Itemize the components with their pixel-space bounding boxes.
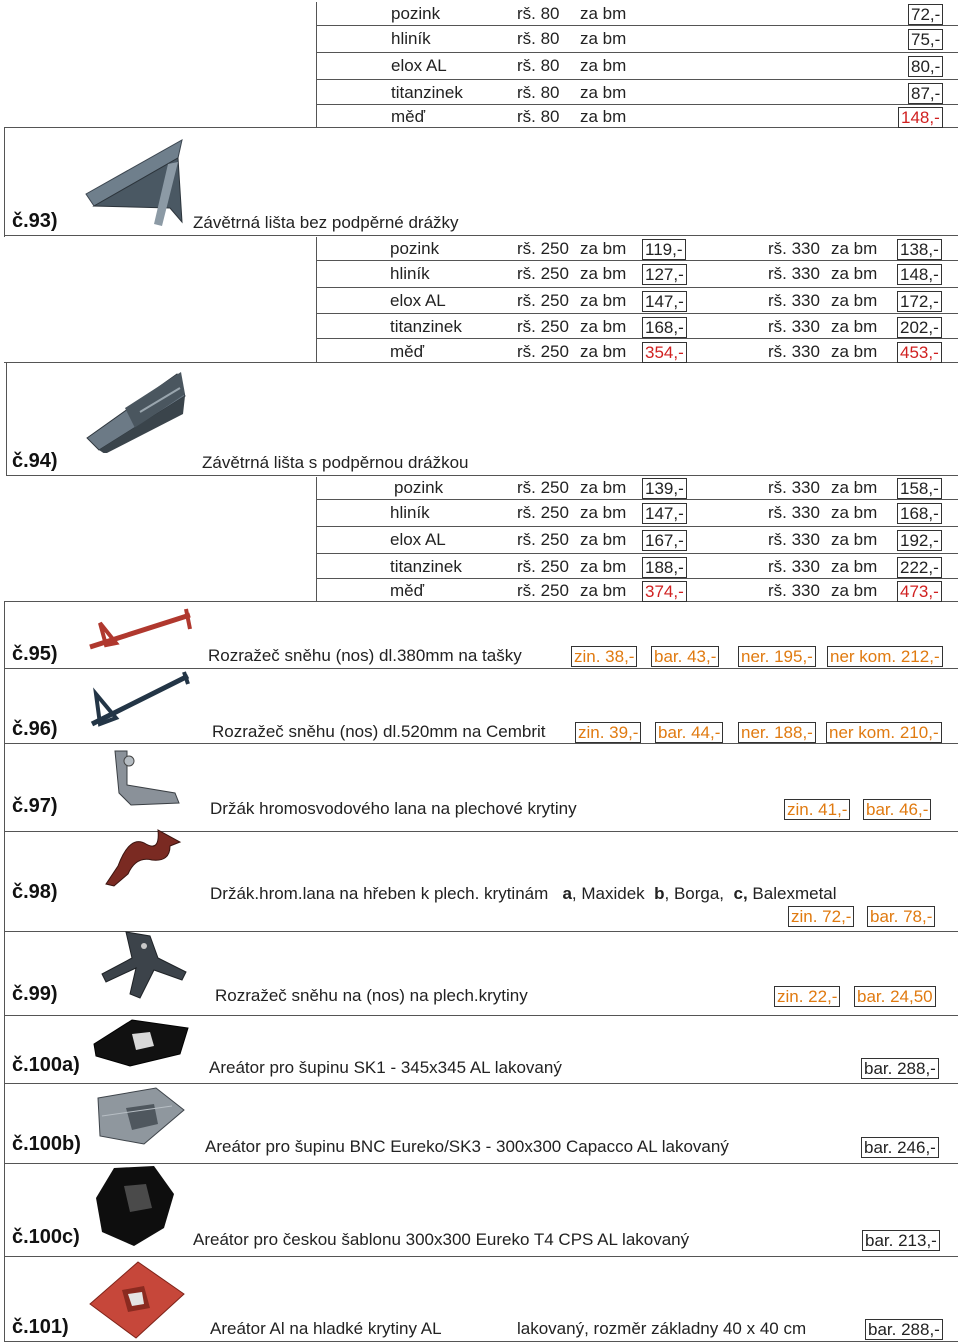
material: měď [390,581,425,600]
unit: za bm [580,107,627,126]
unit: za bm [580,503,627,522]
material: titanzinek [391,83,463,102]
variant-c: Balexmetal [752,884,837,903]
price: 80,- [908,56,943,77]
unit: za bm [580,29,627,48]
price: 192,- [897,530,942,551]
unit: za bm [831,264,878,283]
width: rš. 250 [517,530,569,549]
price: 148,- [897,264,942,285]
unit: za bm [580,317,627,336]
product-title: Areátor pro šupinu BNC Eureko/SK3 - 300x300 Capacco AL lakovaný [205,1137,729,1156]
price: 158,- [897,478,942,499]
material: elox AL [390,291,446,310]
width: rš. 330 [768,342,820,361]
unit: za bm [580,291,627,310]
unit: za bm [580,83,627,102]
width: rš. 250 [517,503,569,522]
verge-strip-image [82,132,190,228]
width: rš. 250 [517,264,569,283]
product-title: Rozražeč sněhu (nos) dl.520mm na Cembrit [212,722,546,741]
material: titanzinek [390,317,462,336]
price: 138,- [897,239,942,260]
price-colored: bar. 46,- [863,799,931,820]
product-title-detail: lakovaný, rozměr základny 40 x 40 cm [517,1319,807,1338]
width: rš. 250 [517,317,569,336]
verge-strip-groove-image [85,368,190,453]
material: hliník [390,264,430,283]
price-stainless-set: ner kom. 210,- [826,722,942,743]
lightning-wire-holder-image [105,745,185,815]
width: rš. 330 [768,478,820,497]
material: titanzinek [390,557,462,576]
unit: za bm [580,478,627,497]
width: rš. 330 [768,239,820,258]
width: rš. 250 [517,239,569,258]
price-zinc: zin. 39,- [575,722,641,743]
price-zinc: zin. 38,- [571,646,637,667]
unit: za bm [580,581,627,600]
price: 374,- [642,581,687,602]
price: 222,- [897,557,942,578]
product-title: Rozražeč sněhu (nos) dl.380mm na tašky [208,646,522,665]
price: 473,- [897,581,942,602]
product-number: č.94) [12,450,58,472]
unit: za bm [831,239,878,258]
price-colored: bar. 213,- [862,1230,940,1251]
price-colored: bar. 78,- [867,906,935,927]
price-stainless: ner. 188,- [738,722,816,743]
product-number: č.97) [12,795,58,817]
unit: za bm [831,503,878,522]
price-colored: bar. 44,- [655,722,723,743]
unit: za bm [580,264,627,283]
unit: za bm [831,342,878,361]
variant-a: , Maxidek [571,884,645,903]
unit: za bm [831,581,878,600]
width: rš. 330 [768,581,820,600]
unit: za bm [831,478,878,497]
width: rš. 250 [517,478,569,497]
product-number: č.95) [12,643,58,665]
product-title: Areátor Al na hladké krytiny AL [210,1319,442,1338]
product-title [210,884,837,904]
unit: za bm [580,530,627,549]
product-number: č.96) [12,718,58,740]
price-colored: bar. 246,- [861,1137,939,1158]
price: 139,- [642,478,687,499]
price-colored: bar. 24,50 [854,986,936,1007]
width: rš. 80 [517,4,560,23]
price: 168,- [642,317,687,338]
price: 147,- [642,291,687,312]
price: 148,- [898,107,943,128]
width: rš. 80 [517,56,560,75]
option-a: a [562,884,572,903]
width: rš. 330 [768,503,820,522]
price: 72,- [908,4,943,25]
snow-guard-dark-image [88,670,192,732]
width: rš. 80 [517,83,560,102]
price: 453,- [897,342,942,363]
product-title: Areátor pro šupinu SK1 - 345x345 AL lakovaný [209,1058,562,1077]
product-number: č.99) [12,983,58,1005]
unit: za bm [580,239,627,258]
product-title: Rozražeč sněhu na (nos) na plech.krytiny [215,986,528,1005]
price: 127,- [642,264,687,285]
material: měď [391,107,426,126]
material: pozink [394,478,444,497]
price: 147,- [642,503,687,524]
option-c: c, [733,884,748,903]
width: rš. 330 [768,291,820,310]
snow-guard-red-image [86,605,196,660]
variant-b: , Borga, [664,884,725,903]
price-zinc: zin. 22,- [774,986,840,1007]
width: rš. 80 [517,107,560,126]
aerator-bnc-image [92,1086,188,1150]
price-colored: bar. 288,- [865,1319,943,1340]
aerator-t4-image [94,1164,176,1248]
product-number: č.100c) [12,1226,80,1248]
product-title: Závětrná lišta bez podpěrné drážky [193,213,459,232]
width: rš. 330 [768,530,820,549]
snow-guard-metal-image [96,928,188,1000]
title-main: Držák.hrom.lana na hřeben k plech. krytinám [210,884,549,903]
ridge-wire-holder-image [100,826,186,890]
price-colored: bar. 288,- [861,1058,939,1079]
price-stainless-set: ner kom. 212,- [827,646,943,667]
width: rš. 250 [517,581,569,600]
aerator-smooth-image [88,1260,186,1340]
price: 87,- [908,83,943,104]
price: 188,- [642,557,687,578]
price-stainless: ner. 195,- [738,646,816,667]
width: rš. 330 [768,264,820,283]
material: měď [390,342,425,361]
aerator-sk1-image [92,1018,190,1068]
width: rš. 330 [768,317,820,336]
unit: za bm [580,342,627,361]
unit: za bm [831,557,878,576]
unit: za bm [831,291,878,310]
product-number: č.100b) [12,1133,81,1155]
price-zinc: zin. 41,- [784,799,850,820]
price-zinc: zin. 72,- [788,906,854,927]
product-title: Areátor pro českou šablonu 300x300 Eureko T4 CPS AL lakovaný [193,1230,690,1249]
price: 202,- [897,317,942,338]
price: 168,- [897,503,942,524]
unit: za bm [580,56,627,75]
width: rš. 250 [517,291,569,310]
material: hliník [390,503,430,522]
material: pozink [391,4,441,23]
product-number: č.100a) [12,1054,80,1076]
unit: za bm [831,317,878,336]
product-number: č.101) [12,1316,69,1338]
material: elox AL [391,56,447,75]
product-title: Závětrná lišta s podpěrnou drážkou [202,453,469,472]
material: hliník [391,29,431,48]
option-b: b [654,884,665,903]
price: 354,- [642,342,687,363]
unit: za bm [580,4,627,23]
width: rš. 250 [517,557,569,576]
width: rš. 250 [517,342,569,361]
price: 75,- [908,29,943,50]
product-number: č.98) [12,881,58,903]
price: 172,- [897,291,942,312]
price: 119,- [642,239,686,260]
unit: za bm [580,557,627,576]
price-colored: bar. 43,- [651,646,719,667]
material: pozink [390,239,440,258]
unit: za bm [831,530,878,549]
width: rš. 80 [517,29,560,48]
width: rš. 330 [768,557,820,576]
material: elox AL [390,530,446,549]
price: 167,- [642,530,687,551]
product-number: č.93) [12,210,58,232]
product-title: Držák hromosvodového lana na plechové krytiny [210,799,577,818]
